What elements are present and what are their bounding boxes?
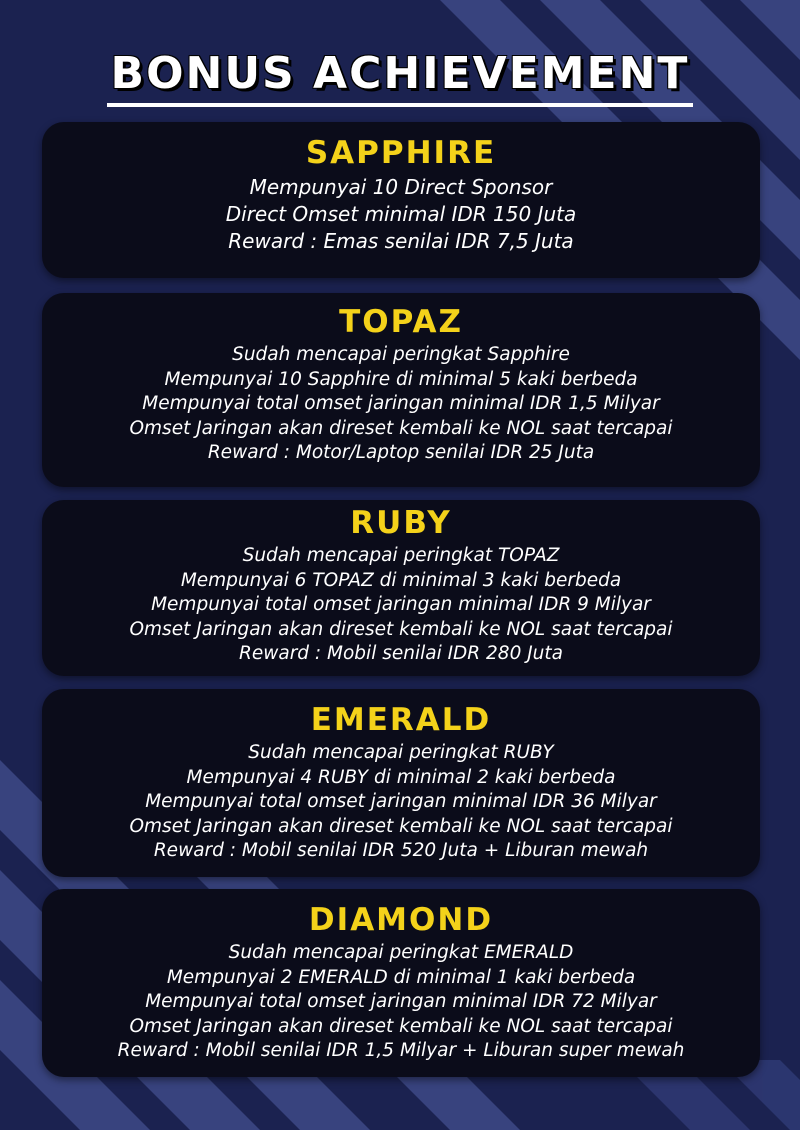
- reward-line: Reward : Mobil senilai IDR 1,5 Milyar + Liburan super mewah: [117, 1040, 685, 1062]
- rank-title: DIAMOND: [308, 902, 494, 938]
- rank-card-sapphire: [42, 122, 760, 278]
- requirement-line: Omset Jaringan akan direset kembali ke NOL saat tercapai: [129, 618, 673, 640]
- requirement-line: Omset Jaringan akan direset kembali ke NOL saat tercapai: [129, 1015, 673, 1037]
- rank-title: EMERALD: [310, 702, 492, 738]
- rank-card-topaz: [42, 293, 760, 487]
- rank-requirements: [42, 343, 760, 466]
- requirement-line: Sudah mencapai peringkat EMERALD: [228, 942, 574, 964]
- page-title: BONUS ACHIEVEMENT: [107, 48, 694, 107]
- rank-title: TOPAZ: [339, 304, 463, 340]
- reward-line: Reward : Mobil senilai IDR 280 Juta: [238, 643, 563, 665]
- requirement-line: Sudah mencapai peringkat TOPAZ: [242, 545, 560, 567]
- requirement-line: Mempunyai 10 Sapphire di minimal 5 kaki berbeda: [164, 368, 638, 390]
- requirement-line: Mempunyai total omset jaringan minimal IDR 1,5 Milyar: [142, 393, 660, 415]
- requirement-line: Omset Jaringan akan direset kembali ke NOL saat tercapai: [129, 815, 673, 837]
- rank-requirements: [42, 941, 760, 1064]
- requirement-line: Mempunyai 2 EMERALD di minimal 1 kaki berbeda: [166, 966, 636, 988]
- reward-line: Reward : Motor/Laptop senilai IDR 25 Juta: [207, 442, 595, 464]
- rank-requirements: [42, 174, 760, 255]
- page-title-wrap: [0, 48, 800, 107]
- rank-requirements: [42, 741, 760, 864]
- requirement-line: Mempunyai total omset jaringan minimal IDR 36 Milyar: [145, 791, 657, 813]
- requirement-line: Mempunyai 4 RUBY di minimal 2 kaki berbeda: [186, 766, 616, 788]
- requirement-line: Omset Jaringan akan direset kembali ke NOL saat tercapai: [129, 417, 673, 439]
- requirement-line: Direct Omset minimal IDR 150 Juta: [225, 202, 577, 227]
- requirement-line: Mempunyai 10 Direct Sponsor: [249, 175, 553, 200]
- rank-requirements: [42, 544, 760, 667]
- requirement-line: Sudah mencapai peringkat Sapphire: [232, 344, 570, 366]
- rank-title: RUBY: [350, 505, 452, 541]
- rank-title: SAPPHIRE: [305, 135, 497, 171]
- rank-card-diamond: [42, 889, 760, 1077]
- rank-card-ruby: [42, 500, 760, 676]
- requirement-line: Mempunyai total omset jaringan minimal IDR 72 Milyar: [145, 991, 657, 1013]
- requirement-line: Mempunyai 6 TOPAZ di minimal 3 kaki berbeda: [180, 569, 622, 591]
- requirement-line: Sudah mencapai peringkat RUBY: [248, 742, 554, 764]
- reward-line: Reward : Mobil senilai IDR 520 Juta + Liburan mewah: [153, 840, 649, 862]
- rank-card-emerald: [42, 689, 760, 877]
- reward-line: Reward : Emas senilai IDR 7,5 Juta: [228, 229, 574, 254]
- requirement-line: Mempunyai total omset jaringan minimal IDR 9 Milyar: [151, 594, 651, 616]
